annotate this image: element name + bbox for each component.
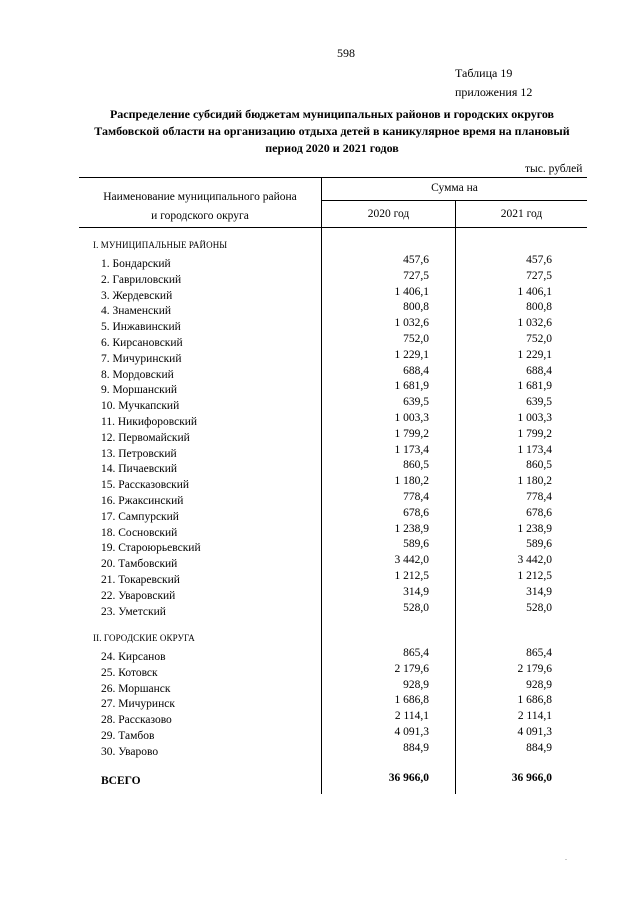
- row-name: 23. Уметский: [101, 605, 166, 618]
- column-divider-1: [321, 177, 322, 794]
- value-2020: 800,8: [403, 301, 429, 314]
- row-name: 3. Жердевский: [101, 289, 173, 302]
- row-name: 12. Первомайский: [101, 431, 190, 444]
- row-name: 28. Рассказово: [101, 714, 172, 727]
- value-2021: 1 212,5: [517, 570, 552, 582]
- value-2021: 3 442,0: [517, 554, 552, 567]
- value-2021: 639,5: [526, 396, 552, 409]
- value-2021: 457,6: [526, 254, 552, 266]
- row-name: 1. Бондарский: [101, 258, 171, 270]
- table-top-border: [79, 177, 587, 178]
- value-2020: 865,4: [403, 647, 429, 659]
- header-year-2021: 2021 год: [500, 208, 543, 220]
- value-2021: 1 799,2: [517, 427, 552, 440]
- row-name: 5. Инжавинский: [101, 321, 181, 334]
- sum-header-divider: [321, 200, 587, 201]
- value-2021: 528,0: [526, 601, 552, 614]
- value-2020: 4 091,3: [394, 726, 429, 738]
- title-line-1: Распределение субсидий бюджетам муниципальных районов и городских округов: [109, 107, 555, 121]
- value-2021: 928,9: [526, 678, 552, 691]
- row-name: 27. Мичуринск: [101, 698, 175, 711]
- header-name-line-1: Наименование муниципального района: [103, 191, 297, 203]
- value-2020: 589,6: [403, 538, 429, 551]
- value-2020: 727,5: [403, 269, 429, 282]
- value-2021: 860,5: [526, 459, 552, 472]
- row-name: 19. Староюрьевский: [101, 542, 201, 555]
- row-name: 13. Петровский: [101, 447, 177, 460]
- value-2020: 3 442,0: [394, 554, 429, 567]
- value-2020: 1 681,9: [394, 380, 429, 393]
- row-name: 8. Мордовский: [101, 368, 174, 381]
- row-name: 10. Мучкапский: [101, 400, 180, 413]
- value-2021: 800,8: [526, 301, 552, 314]
- value-2021: 1 032,6: [517, 317, 552, 330]
- total-2021: 36 966,0: [511, 772, 552, 784]
- value-2020: 884,9: [403, 741, 429, 754]
- row-name: 6. Кирсановский: [101, 337, 183, 349]
- row-name: 30. Уварово: [101, 745, 159, 758]
- value-2021: 1 238,9: [517, 522, 552, 535]
- value-2021: 1 003,3: [517, 412, 552, 424]
- value-2021: 4 091,3: [517, 726, 552, 738]
- row-name: 24. Кирсанов: [101, 651, 166, 663]
- value-2021: 752,0: [526, 333, 552, 345]
- table-label: [455, 64, 532, 102]
- row-name: 17. Сампурский: [101, 510, 179, 523]
- value-2020: 752,0: [403, 333, 429, 345]
- value-2020: 1 212,5: [394, 570, 429, 582]
- value-2020: 1 173,4: [394, 443, 429, 456]
- table-number: Таблица 19: [455, 66, 513, 80]
- document-title: [88, 106, 576, 157]
- header-bottom-border: [79, 227, 587, 228]
- value-2020: 2 114,1: [394, 710, 429, 723]
- value-2020: 1 406,1: [394, 285, 429, 298]
- value-2021: 2 179,6: [517, 662, 552, 675]
- value-2020: 688,4: [403, 364, 429, 377]
- header-name-line-2: и городского округа: [151, 210, 249, 222]
- value-2020: 678,6: [403, 506, 429, 519]
- value-2020: 1 180,2: [394, 475, 429, 488]
- value-2020: 1 686,8: [394, 694, 429, 707]
- row-name: 9. Моршанский: [101, 384, 178, 397]
- value-2020: 639,5: [403, 396, 429, 409]
- title-line-2: Тамбовской области на организацию отдыха детей в каникулярное время на плановый: [94, 124, 570, 138]
- section-title-cities: II. ГОРОДСКИЕ ОКРУГА: [93, 633, 195, 643]
- value-2021: 688,4: [526, 364, 552, 377]
- page-number: 598: [337, 46, 355, 60]
- title-line-3: период 2020 и 2021 годов: [265, 141, 399, 155]
- row-name: 15. Рассказовский: [101, 479, 190, 492]
- appendix-label: приложения 12: [455, 85, 533, 99]
- value-2021: 1 173,4: [517, 443, 552, 456]
- value-2021: 2 114,1: [517, 710, 552, 723]
- header-sum-label: Сумма на: [431, 182, 478, 194]
- value-2020: 860,5: [403, 459, 429, 472]
- value-2021: 778,4: [526, 491, 552, 503]
- header-year-2020: 2020 год: [367, 208, 410, 220]
- header-name-cell: [82, 188, 318, 226]
- value-2021: 1 681,9: [517, 380, 552, 393]
- value-2021: 1 686,8: [517, 694, 552, 707]
- value-2020: 928,9: [403, 678, 429, 691]
- row-name: 4. Знаменский: [101, 305, 172, 318]
- row-name: 22. Уваровский: [101, 589, 176, 602]
- value-2021: 678,6: [526, 506, 552, 519]
- value-2021: 884,9: [526, 741, 552, 754]
- value-2020: 2 179,6: [394, 662, 429, 675]
- row-name: 29. Тамбов: [101, 730, 155, 742]
- value-2021: 1 406,1: [517, 285, 552, 298]
- row-name: 11. Никифоровский: [101, 416, 198, 428]
- value-2021: 727,5: [526, 269, 552, 282]
- total-2020: 36 966,0: [388, 772, 429, 784]
- row-name: 2. Гавриловский: [101, 273, 182, 286]
- section-title-districts: I. МУНИЦИПАЛЬНЫЕ РАЙОНЫ: [93, 240, 228, 250]
- footer-mark: .: [565, 853, 567, 862]
- row-name: 20. Тамбовский: [101, 558, 178, 571]
- value-2021: 1 180,2: [517, 475, 552, 488]
- value-2021: 589,6: [526, 538, 552, 551]
- row-name: 14. Пичаевский: [101, 463, 178, 476]
- value-2020: 314,9: [403, 585, 429, 598]
- units-label: тыс. рублей: [525, 163, 583, 175]
- row-name: 16. Ржаксинский: [101, 495, 184, 507]
- row-name: 18. Сосновский: [101, 526, 178, 539]
- value-2020: 1 003,3: [394, 412, 429, 424]
- total-label: ВСЕГО: [101, 775, 141, 787]
- value-2021: 865,4: [526, 647, 552, 659]
- value-2021: 314,9: [526, 585, 552, 598]
- value-2021: 1 229,1: [517, 348, 552, 361]
- value-2020: 528,0: [403, 601, 429, 614]
- row-name: 21. Токаревский: [101, 574, 180, 586]
- row-name: 7. Мичуринский: [101, 352, 182, 365]
- value-2020: 778,4: [403, 491, 429, 503]
- value-2020: 1 229,1: [394, 348, 429, 361]
- row-name: 25. Котовск: [101, 666, 158, 679]
- row-name: 26. Моршанск: [101, 682, 171, 695]
- value-2020: 1 032,6: [394, 317, 429, 330]
- value-2020: 457,6: [403, 254, 429, 266]
- value-2020: 1 799,2: [394, 427, 429, 440]
- value-2020: 1 238,9: [394, 522, 429, 535]
